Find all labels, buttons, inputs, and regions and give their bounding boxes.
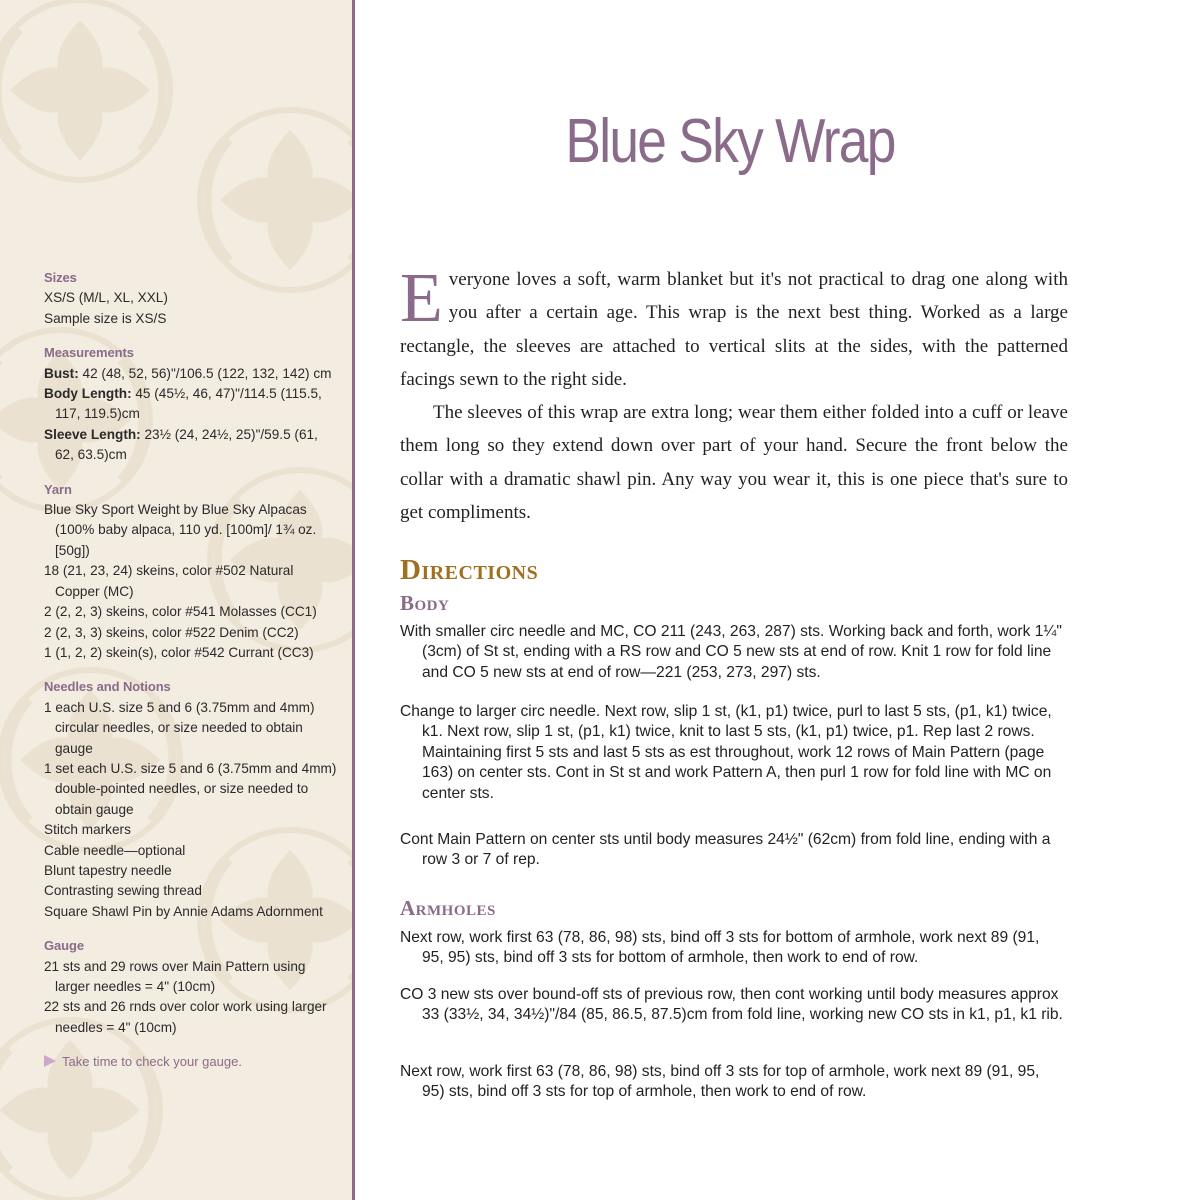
gauge-tip-text: Take time to check your gauge. [62, 1054, 242, 1070]
measurement-label: Sleeve Length: [44, 426, 141, 442]
measurement-bust [44, 364, 339, 384]
needles-line: Stitch markers [44, 822, 131, 838]
needles-heading: Needles and Notions [44, 679, 171, 695]
gauge-line: 21 sts and 29 rows over Main Pattern using larger needles = 4" (10cm) [44, 958, 306, 994]
measurement-sleeve-length [44, 425, 339, 466]
gauge-tip [44, 1052, 339, 1072]
measurement-label: Bust: [44, 365, 79, 381]
yarn-line: 1 (1, 2, 2) skein(s), color #542 Currant (CC3) [44, 644, 314, 660]
sidebar-divider [352, 0, 355, 1200]
measurements-heading: Measurements [44, 345, 134, 361]
sidebar [0, 0, 352, 1200]
armholes-paragraph: Next row, work first 63 (78, 86, 98) sts, bind off 3 sts for bottom of armhole, work next 89 (91, 95, 95) sts, bind off 3 sts for bottom of armhole, then work to end of row. [400, 929, 1040, 967]
body-paragraph: Change to larger circ needle. Next row, slip 1 st, (k1, p1) twice, purl to last 5 sts, (p1, k1) twice, k1. Next row, slip 1 st, (p1, k1) twice, knit to last 5 sts, (k1, p1) twice, p1. Rep last 2 rows. Maintaining first 5 sts and last 5 sts as est throughout, work 12 rows of Main Pattern (page 163) on center sts. Cont in St st and work Pattern A, then purl 1 row for fold line with MC on center sts. [400, 703, 1052, 802]
needles-line: Contrasting sewing thread [44, 883, 202, 899]
gauge-line: 22 sts and 26 rnds over color work using larger needles = 4" (10cm) [44, 999, 327, 1035]
intro-paragraph-text: veryone loves a soft, warm blanket but it's not practical to drag one along with you after a certain age. This wrap is the next best thing. Worked as a large rectangle, the sleeves are attached to vertical slits at the sides, with the patterned facings sewn to the right side. [400, 269, 1068, 390]
intro-paragraph [400, 260, 1068, 396]
measurement-label: Body Length: [44, 386, 132, 402]
sizes-line: Sample size is XS/S [44, 310, 167, 326]
intro-paragraph: The sleeves of this wrap are extra long; wear them either folded into a cuff or leave them long so they extend down over part of your hand. Secure the front below the collar with a dramatic shawl pin. Any way you wear it, this is one piece that's sure to get compliments. [400, 402, 1068, 524]
measurement-value: 23½ (24, 24½, 25)"/59.5 (61, 62, 63.5)cm [55, 426, 318, 463]
yarn-line: Blue Sky Sport Weight by Blue Sky Alpacas (100% baby alpaca, 110 yd. [100m]/ 1¾ oz. [50g]) [44, 502, 317, 558]
body-paragraph: With smaller circ needle and MC, CO 211 (243, 263, 287) sts. Working back and forth, work 1¼" (3cm) of St st, ending with a RS row and CO 5 new sts at end of row. Knit 1 row for fold line and CO 5 new sts at end of row—221 (253, 273, 297) sts. [400, 623, 1062, 681]
armholes-heading: Armholes [400, 896, 496, 920]
measurement-value: 42 (48, 52, 56)"/106.5 (122, 132, 142) cm [82, 365, 332, 381]
yarn-heading: Yarn [44, 481, 72, 497]
arrow-right-icon [44, 1055, 56, 1067]
needles-line: 1 set each U.S. size 5 and 6 (3.75mm and 4mm) double-pointed needles, or size needed to obtain gauge [44, 760, 337, 817]
needles-line: 1 each U.S. size 5 and 6 (3.75mm and 4mm) circular needles, or size needed to obtain gauge [44, 699, 315, 756]
sizes-line: XS/S (M/L, XL, XXL) [44, 290, 168, 306]
armholes-paragraph: Next row, work first 63 (78, 86, 98) sts, bind off 3 sts for top of armhole, work next 89 (91, 95, 95) sts, bind off 3 sts for top of armhole, then work to end of row. [400, 1063, 1040, 1101]
yarn-line: 2 (2, 3, 3) skeins, color #522 Denim (CC2) [44, 624, 299, 640]
intro-text [400, 260, 1068, 529]
yarn-line: 18 (21, 23, 24) skeins, color #502 Natural Copper (MC) [44, 563, 294, 599]
directions-heading: Directions [400, 554, 539, 586]
body-paragraph: Cont Main Pattern on center sts until body measures 24½" (62cm) from fold line, ending with a row 3 or 7 of rep. [400, 831, 1051, 869]
materials-panel [44, 268, 339, 1073]
body-heading: Body [400, 591, 450, 615]
sizes-heading: Sizes [44, 270, 77, 285]
armholes-paragraph: CO 3 new sts over bound-off sts of previous row, then cont working until body measures approx 33 (33½, 34, 34½)"/84 (85, 86.5, 87.5)cm from fold line, working new CO sts in k1, p1, k1 rib. [400, 986, 1063, 1024]
measurement-body-length [44, 384, 339, 425]
gauge-heading: Gauge [44, 938, 84, 954]
drop-cap: E [400, 260, 443, 337]
page-title: Blue Sky Wrap [565, 107, 895, 176]
measurement-value: 45 (45½, 46, 47)"/114.5 (115.5, 117, 119.5)cm [55, 386, 322, 422]
needles-line: Blunt tapestry needle [44, 862, 172, 878]
yarn-line: 2 (2, 2, 3) skeins, color #541 Molasses (CC1) [44, 604, 317, 620]
needles-line: Cable needle—optional [44, 842, 186, 858]
needles-line: Square Shawl Pin by Annie Adams Adornment [44, 903, 323, 919]
